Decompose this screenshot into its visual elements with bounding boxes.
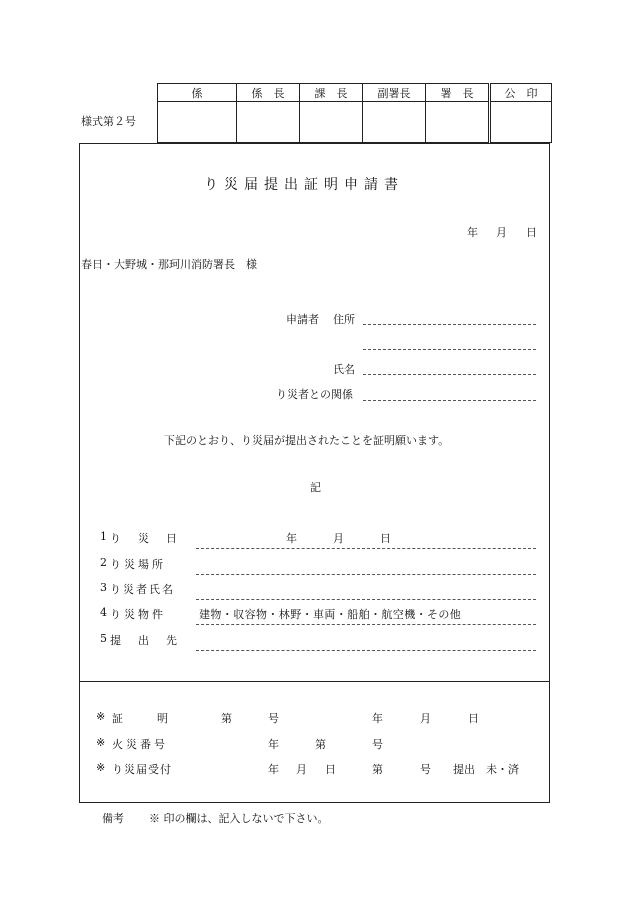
applicant-relation-label: り災者との関係: [276, 388, 353, 401]
approval-header-chief: 係 長: [237, 84, 300, 102]
office-row1-month: 月: [420, 712, 431, 725]
item-5-label: 提 出 先: [110, 634, 180, 647]
item-2-field[interactable]: [196, 574, 536, 575]
date-month: 月: [496, 226, 507, 239]
applicant-name-field[interactable]: [363, 374, 536, 375]
office-row3-mark: ※: [96, 761, 106, 774]
approval-box-director[interactable]: [426, 102, 490, 143]
item-1-number: 1: [100, 530, 107, 543]
item-3-field[interactable]: [196, 599, 536, 600]
form-frame: [79, 143, 550, 803]
item-1-label: り 災 日: [110, 532, 180, 545]
office-row2-label: 火災番号: [112, 738, 168, 751]
item-2-number: 2: [100, 556, 107, 569]
approval-header-official-seal: 公 印: [490, 84, 552, 102]
applicant-relation-field[interactable]: [363, 400, 536, 401]
approval-box-section-chief[interactable]: [300, 102, 363, 143]
form-number: 様式第２号: [81, 115, 136, 128]
item-4-field[interactable]: [196, 624, 536, 625]
applicant-name-label: 氏名: [333, 363, 355, 376]
office-row3-submitted: 提出: [453, 763, 475, 776]
office-row2-year: 年: [268, 738, 279, 751]
item-3-label: り災者氏名: [110, 583, 175, 596]
item-1-field[interactable]: [196, 548, 536, 549]
approval-box-official-seal[interactable]: [490, 102, 552, 143]
office-row1-day: 日: [468, 712, 479, 725]
addressee: 春日・大野城・那珂川消防署長 様: [81, 258, 257, 271]
office-row2-go: 号: [372, 738, 383, 751]
office-row1-mark: ※: [96, 710, 106, 723]
item-3-number: 3: [100, 581, 107, 594]
office-use-divider: [79, 681, 550, 682]
item-5-number: 5: [100, 632, 107, 645]
approval-box-clerk[interactable]: [158, 102, 237, 143]
applicant-address-field-2[interactable]: [363, 349, 536, 350]
remarks-text: ※ 印の欄は、記入しないで下さい。: [149, 812, 329, 825]
office-row3-dai: 第: [372, 763, 383, 776]
office-row2-mark: ※: [96, 736, 106, 749]
office-row3-month: 月: [296, 763, 307, 776]
item-4-options: 建物・収容物・林野・車両・船舶・航空機・その他: [199, 608, 462, 621]
item-1-month: 月: [333, 532, 344, 545]
date-day: 日: [526, 226, 537, 239]
office-row3-go: 号: [420, 763, 431, 776]
approval-stamp-table: [157, 83, 552, 143]
office-row1-label: 証 明: [112, 712, 172, 725]
ki-label: 記: [310, 481, 321, 494]
request-text: 下記のとおり、り災届が提出されたことを証明願います。: [164, 434, 450, 447]
approval-header-deputy-director: 副署長: [363, 84, 426, 102]
form-title: り災届提出証明申請書: [204, 177, 404, 193]
approval-box-deputy-director[interactable]: [363, 102, 426, 143]
applicant-address-field-1[interactable]: [363, 324, 536, 325]
office-row3-year: 年: [268, 763, 279, 776]
office-row3-day: 日: [325, 763, 336, 776]
approval-header-section-chief: 課 長: [300, 84, 363, 102]
office-row1-dai: 第: [221, 712, 232, 725]
date-year: 年: [467, 226, 478, 239]
item-4-label: り災物件: [110, 608, 166, 621]
approval-header-clerk: 係: [158, 84, 237, 102]
office-row3-label: り災届受付: [112, 763, 172, 776]
approval-box-chief[interactable]: [237, 102, 300, 143]
office-row1-go: 号: [268, 712, 279, 725]
applicant-label: 申請者: [286, 313, 319, 326]
item-2-label: り災場所: [110, 558, 166, 571]
item-5-field[interactable]: [196, 650, 536, 651]
office-row2-dai: 第: [315, 738, 326, 751]
office-row1-year: 年: [372, 712, 383, 725]
approval-header-director: 署 長: [426, 84, 490, 102]
item-1-year: 年: [286, 532, 297, 545]
item-1-day: 日: [380, 532, 391, 545]
remarks-label: 備考: [102, 812, 124, 825]
office-row3-status: 未・済: [486, 763, 519, 776]
item-4-number: 4: [100, 606, 107, 619]
applicant-address-label: 住所: [333, 313, 355, 326]
